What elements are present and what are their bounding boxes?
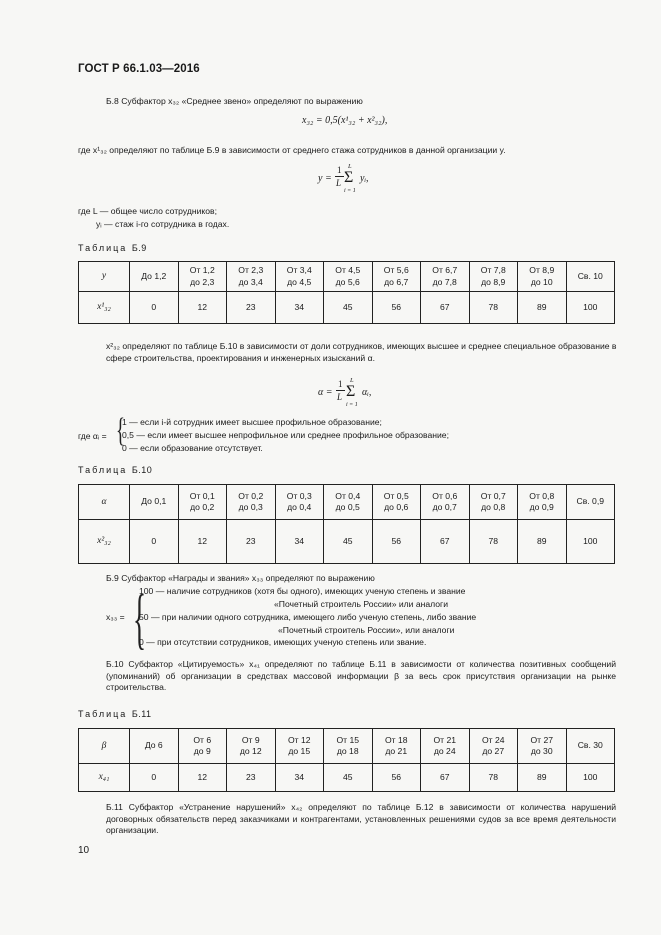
- formula-y-sigma: Σ: [344, 169, 354, 186]
- table-cell: 78: [469, 764, 518, 792]
- table-cell: 100: [566, 764, 615, 792]
- table-b11-caption: Таблица Б.11: [78, 709, 152, 719]
- formula-alpha-sigma: Σ: [346, 383, 356, 400]
- table-header-cell: До 0,1: [130, 485, 179, 520]
- table-cell: 67: [421, 292, 470, 324]
- table-header-cell: От 18 до 21: [372, 729, 421, 764]
- formula-y-sum-top: L: [348, 163, 352, 170]
- x33-lhs: x₃₃ =: [106, 612, 125, 622]
- table-cell: 0: [130, 520, 179, 564]
- table-header-cell: От 0,2 до 0,3: [227, 485, 276, 520]
- table-header-cell: От 0,4 до 0,5: [324, 485, 373, 520]
- table-cell: 23: [227, 764, 276, 792]
- alpha-case-1: 1 — если i-й сотрудник имеет высшее профильное образование;: [122, 417, 382, 427]
- table-header-cell: От 5,6 до 6,7: [372, 262, 421, 292]
- table-b10-header-row: [79, 485, 615, 520]
- table-header-cell: От 0,3 до 0,4: [275, 485, 324, 520]
- table-b11: [78, 728, 615, 792]
- table-b9-value-row: [79, 292, 615, 324]
- table-header-cell: От 1,2 до 2,3: [178, 262, 227, 292]
- table-cell: 100: [566, 520, 615, 564]
- table-cell: 45: [324, 292, 373, 324]
- table-cell: 12: [178, 292, 227, 324]
- table-header-cell: От 7,8 до 8,9: [469, 262, 518, 292]
- table-cell: 89: [518, 764, 567, 792]
- table-row-label: x²₃₂: [79, 520, 130, 564]
- b8-intro: Б.8 Субфактор x₃₂ «Среднее звено» определяют по выражению: [106, 96, 363, 106]
- table-cell: 12: [178, 764, 227, 792]
- formula-alpha-sum-bot: i = 1: [346, 402, 358, 408]
- table-row-label: x₄₁: [79, 764, 130, 792]
- table-cell: 23: [227, 520, 276, 564]
- table-header-cell: До 1,2: [130, 262, 179, 292]
- table-header-cell: Св. 0,9: [566, 485, 615, 520]
- b11-text: Б.11 Субфактор «Устранение нарушений» x₄₂ определяют по таблице Б.12 в зависимости от количества нарушений договорных обязательств перед заказчиками и контрагентами, установленных решениями судов за все время деятельности организации.: [106, 802, 616, 836]
- table-header-cell: От 2,3 до 3,4: [227, 262, 276, 292]
- table-header-cell: От 0,1 до 0,2: [178, 485, 227, 520]
- b8-where-x32-1: где x¹₃₂ определяют по таблице Б.9 в зависимости от среднего стажа сотрудников в данной организации y.: [78, 145, 506, 155]
- table-cell: 67: [421, 764, 470, 792]
- table-header-cell: От 4,5 до 5,6: [324, 262, 373, 292]
- table-cell: 67: [421, 520, 470, 564]
- table-header-cell: От 12 до 15: [275, 729, 324, 764]
- table-b10-value-row: [79, 520, 615, 564]
- formula-y-lhs: y =: [318, 173, 332, 184]
- table-header-cell: Св. 30: [566, 729, 615, 764]
- b8-where-L: где L — общее число сотрудников;: [78, 206, 217, 216]
- table-row-label: x¹₃₂: [79, 292, 130, 324]
- table-header-cell: β: [79, 729, 130, 764]
- table-header-cell: До 6: [130, 729, 179, 764]
- table-cell: 56: [372, 764, 421, 792]
- formula-alpha-frac-num: 1: [338, 379, 343, 389]
- table-cell: 34: [275, 764, 324, 792]
- table-b9-header-row: [79, 262, 615, 292]
- formula-alpha-sum-top: L: [350, 377, 354, 384]
- document-header: ГОСТ Р 66.1.03—2016: [78, 63, 200, 75]
- b8-where-yi: yᵢ — стаж i-го сотрудника в годах.: [96, 219, 230, 229]
- table-b11-header-row: [79, 729, 615, 764]
- table-cell: 78: [469, 292, 518, 324]
- table-b11-value-row: [79, 764, 615, 792]
- formula-y-frac-den: L: [336, 178, 342, 188]
- table-header-cell: Св. 10: [566, 262, 615, 292]
- table-cell: 56: [372, 292, 421, 324]
- formula-x32: x₃₂ = 0,5(x¹₃₂ + x²₃₂),: [302, 115, 388, 126]
- formula-alpha-term: αᵢ,: [362, 387, 372, 398]
- table-b10-caption: Таблица Б.10: [78, 465, 153, 475]
- table-cell: 23: [227, 292, 276, 324]
- x33-case-1a: 100 — наличие сотрудников (хотя бы одного), имеющих ученую степень и звание: [139, 586, 466, 596]
- table-cell: 34: [275, 520, 324, 564]
- table-header-cell: От 6,7 до 7,8: [421, 262, 470, 292]
- table-cell: 56: [372, 520, 421, 564]
- b8-x32-2-text: x²₃₂ определяют по таблице Б.10 в зависимости от доли сотрудников, имеющих высшее и среднее специальное образование в сфере строительства, проектирования и инженерных изысканий α.: [106, 341, 617, 363]
- table-header-cell: От 0,5 до 0,6: [372, 485, 421, 520]
- table-header-cell: От 0,7 до 0,8: [469, 485, 518, 520]
- table-header-cell: y: [79, 262, 130, 292]
- table-cell: 0: [130, 292, 179, 324]
- x33-case-2a: 50 — при наличии одного сотрудника, имеющего либо ученую степень, либо звание: [139, 612, 477, 622]
- x33-case-3: 0 — при отсутствии сотрудников, имеющих ученую степень или звание.: [139, 637, 427, 647]
- page-number: 10: [78, 845, 90, 856]
- table-header-cell: От 15 до 18: [324, 729, 373, 764]
- table-header-cell: От 21 до 24: [421, 729, 470, 764]
- table-cell: 100: [566, 292, 615, 324]
- table-header-cell: От 8,9 до 10: [518, 262, 567, 292]
- table-header-cell: От 24 до 27: [469, 729, 518, 764]
- x33-case-1b: «Почетный строитель России» или аналоги: [274, 599, 448, 609]
- table-cell: 34: [275, 292, 324, 324]
- table-header-cell: От 3,4 до 4,5: [275, 262, 324, 292]
- table-header-cell: От 6 до 9: [178, 729, 227, 764]
- table-cell: 89: [518, 520, 567, 564]
- table-header-cell: От 9 до 12: [227, 729, 276, 764]
- table-cell: 12: [178, 520, 227, 564]
- b10-text: Б.10 Субфактор «Цитируемость» x₄₁ определяют по таблице Б.11 в зависимости от количества позитивных сообщений (упоминаний) об организации в средствах массовой информации β за весь срок присутствия организации на рынке строительства.: [106, 659, 616, 693]
- table-cell: 78: [469, 520, 518, 564]
- formula-y-frac-num: 1: [337, 165, 342, 175]
- table-b9: [78, 261, 615, 324]
- x33-case-2b: «Почетный строитель России», или аналоги: [278, 625, 455, 635]
- table-header-cell: От 27 до 30: [518, 729, 567, 764]
- table-header-cell: α: [79, 485, 130, 520]
- table-cell: 45: [324, 764, 373, 792]
- table-cell: 45: [324, 520, 373, 564]
- table-b9-caption: Таблица Б.9: [78, 243, 147, 253]
- b9-intro: Б.9 Субфактор «Награды и звания» x₃₃ определяют по выражению: [106, 573, 375, 583]
- formula-alpha-lhs: α =: [318, 387, 333, 398]
- alpha-case-2: 0,5 — если имеет высшее непрофильное или среднее профильное образование;: [122, 430, 449, 440]
- alpha-cases-brace: {: [116, 412, 125, 449]
- alpha-case-3: 0 — если образование отсутствует.: [122, 443, 263, 453]
- table-cell: 89: [518, 292, 567, 324]
- table-b10: [78, 484, 615, 564]
- table-cell: 0: [130, 764, 179, 792]
- formula-alpha-frac-den: L: [337, 392, 343, 402]
- x33-cases-brace: {: [133, 580, 147, 656]
- table-header-cell: От 0,6 до 0,7: [421, 485, 470, 520]
- table-header-cell: От 0,8 до 0,9: [518, 485, 567, 520]
- formula-y-sum-bot: i = 1: [344, 188, 356, 194]
- alpha-i-where: где αᵢ =: [78, 431, 107, 441]
- formula-y-term: yᵢ,: [360, 173, 369, 184]
